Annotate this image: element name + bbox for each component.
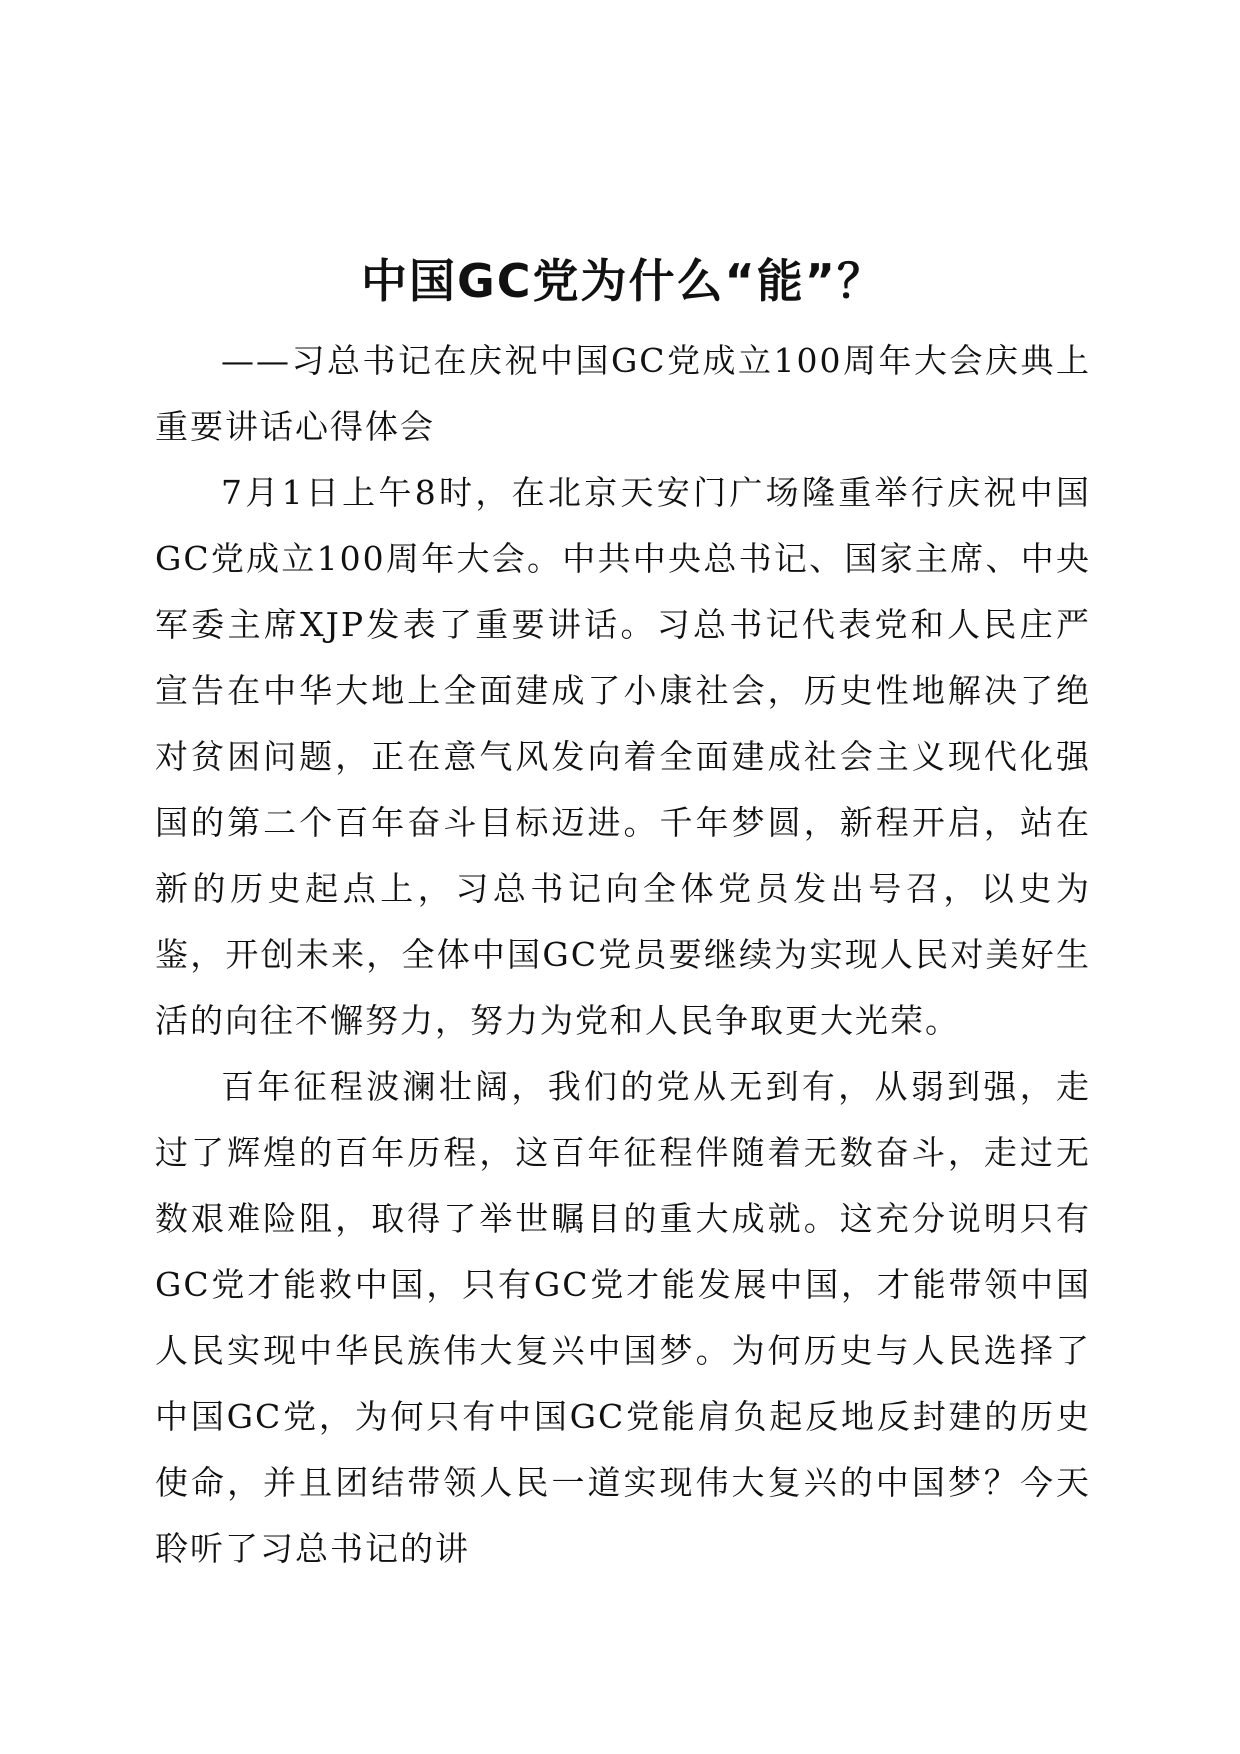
document-subtitle: ——习总书记在庆祝中国GC党成立100周年大会庆典上重要讲话心得体会	[155, 341, 1091, 446]
document-body	[155, 248, 1091, 1582]
document-title: 中国GC党为什么“能”？	[361, 254, 885, 308]
body-paragraph-2: 百年征程波澜壮阔，我们的党从无到有，从弱到强，走过了辉煌的百年历程，这百年征程伴随着无数奋斗，走过无数艰难险阻，取得了举世瞩目的重大成就。这充分说明只有GC党才能救中国，只有GC党才能发展中国，才能带领中国人民实现中华民族伟大复兴中国梦。为何历史与人民选择了中国GC党，为何只有中国GC党能肩负起反地反封建的历史使命，并且团结带领人民一道实现伟大复兴的中国梦？今天聆听了习总书记的讲	[155, 1067, 1091, 1568]
body-paragraph-1: 7月1日上午8时，在北京天安门广场隆重举行庆祝中国GC党成立100周年大会。中共中央总书记、国家主席、中央军委主席XJP发表了重要讲话。习总书记代表党和人民庄严宣告在中华大地上全面建成了小康社会，历史性地解决了绝对贫困问题，正在意气风发向着全面建成社会主义现代化强国的第二个百年奋斗目标迈进。千年梦圆，新程开启，站在新的历史起点上，习总书记向全体党员发出号召，以史为鉴，开创未来，全体中国GC党员要继续为实现人民对美好生活的向往不懈努力，努力为党和人民争取更大光荣。	[155, 473, 1091, 1040]
